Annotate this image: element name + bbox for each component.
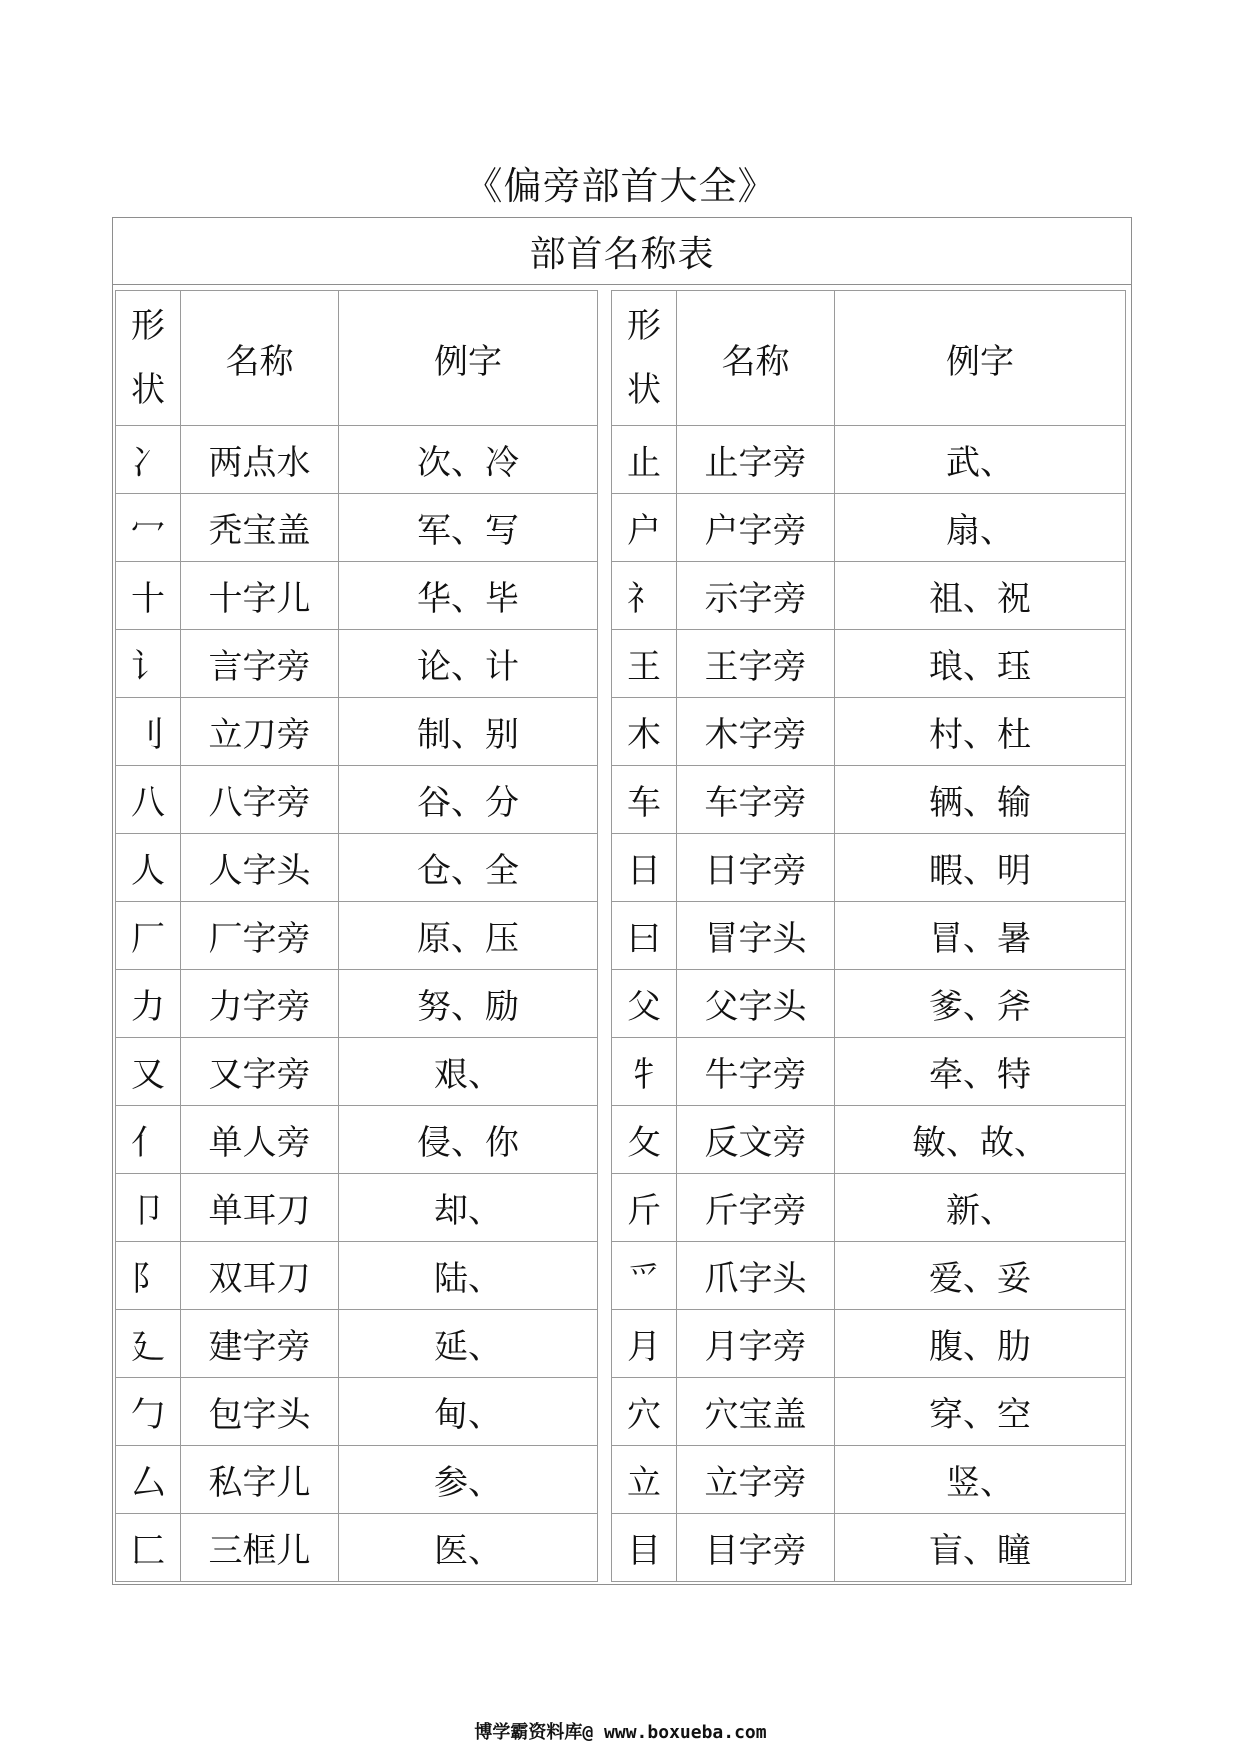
radical-name: 十字儿: [181, 562, 339, 630]
table-row: [612, 562, 1126, 630]
radical-name: 立字旁: [677, 1446, 835, 1514]
table-row: [116, 1106, 598, 1174]
radical-name: 冒字头: [677, 902, 835, 970]
table-row: [612, 1514, 1126, 1582]
radical-name: 立刀旁: [181, 698, 339, 766]
example-chars: 医、: [339, 1514, 598, 1582]
example-chars: 甸、: [339, 1378, 598, 1446]
column-header-shape-text: 形 状: [131, 306, 165, 410]
table-row: [116, 1038, 598, 1106]
table-row: [612, 902, 1126, 970]
example-chars: 延、: [339, 1310, 598, 1378]
table-row: [612, 426, 1126, 494]
example-chars: 暇、明: [835, 834, 1126, 902]
radical-shape: 止: [612, 426, 677, 494]
column-header-name: 名称: [181, 291, 339, 426]
radical-shape: 廴: [116, 1310, 181, 1378]
table-row: [612, 1038, 1126, 1106]
table-row: [116, 1174, 598, 1242]
table-row: [612, 698, 1126, 766]
table-row: [612, 766, 1126, 834]
radical-shape: 爫: [612, 1242, 677, 1310]
table-row: [116, 970, 598, 1038]
radical-shape: 八: [116, 766, 181, 834]
radical-name: 示字旁: [677, 562, 835, 630]
radical-name: 目字旁: [677, 1514, 835, 1582]
example-chars: 武、: [835, 426, 1126, 494]
radicals-table-left: [115, 290, 598, 1582]
radical-shape: 父: [612, 970, 677, 1038]
example-chars: 爹、斧: [835, 970, 1126, 1038]
radical-name: 私字儿: [181, 1446, 339, 1514]
radical-shape: 又: [116, 1038, 181, 1106]
table-row: [116, 494, 598, 562]
radical-shape: 勹: [116, 1378, 181, 1446]
radical-name: 斤字旁: [677, 1174, 835, 1242]
radical-name: 双耳刀: [181, 1242, 339, 1310]
radical-name: 王字旁: [677, 630, 835, 698]
table-row: [612, 1446, 1126, 1514]
example-chars: 穿、空: [835, 1378, 1126, 1446]
example-chars: 祖、祝: [835, 562, 1126, 630]
radical-shape: 木: [612, 698, 677, 766]
example-chars: 制、别: [339, 698, 598, 766]
radical-shape: 日: [612, 834, 677, 902]
example-chars: 牵、特: [835, 1038, 1126, 1106]
example-chars: 村、杜: [835, 698, 1126, 766]
radical-name: 力字旁: [181, 970, 339, 1038]
column-header-shape-text: 形 状: [627, 306, 661, 410]
radical-shape: 亻: [116, 1106, 181, 1174]
radical-name: 单耳刀: [181, 1174, 339, 1242]
radical-shape: 厶: [116, 1446, 181, 1514]
radical-shape: 讠: [116, 630, 181, 698]
document-title: 《偏旁部首大全》: [464, 164, 777, 208]
example-chars: 仓、全: [339, 834, 598, 902]
radical-shape: 立: [612, 1446, 677, 1514]
radical-shape: 攵: [612, 1106, 677, 1174]
example-chars: 扇、: [835, 494, 1126, 562]
example-chars: 敏、故、: [835, 1106, 1126, 1174]
example-chars: 盲、瞳: [835, 1514, 1126, 1582]
table-row: [116, 698, 598, 766]
example-chars: 军、写: [339, 494, 598, 562]
radical-name: 言字旁: [181, 630, 339, 698]
radical-name: 三框儿: [181, 1514, 339, 1582]
radicals-table-frame: [112, 217, 1132, 1585]
table-row: [116, 834, 598, 902]
radical-name: 日字旁: [677, 834, 835, 902]
example-chars: 原、压: [339, 902, 598, 970]
radical-shape: 人: [116, 834, 181, 902]
radical-shape: 王: [612, 630, 677, 698]
example-chars: 侵、你: [339, 1106, 598, 1174]
radical-name: 人字头: [181, 834, 339, 902]
table-row: [116, 1378, 598, 1446]
radical-shape: 厂: [116, 902, 181, 970]
example-chars: 艰、: [339, 1038, 598, 1106]
radical-name: 反文旁: [677, 1106, 835, 1174]
table-row: [612, 1106, 1126, 1174]
column-header-examples: 例字: [339, 291, 598, 426]
radical-shape: 月: [612, 1310, 677, 1378]
column-header-examples: 例字: [835, 291, 1126, 426]
radical-name: 父字头: [677, 970, 835, 1038]
example-chars: 谷、分: [339, 766, 598, 834]
header-row: [116, 291, 598, 426]
radical-name: 止字旁: [677, 426, 835, 494]
table-row: [116, 766, 598, 834]
table-row: [612, 1378, 1126, 1446]
column-header-shape: [612, 291, 677, 426]
radical-shape: 冖: [116, 494, 181, 562]
example-chars: 冒、暑: [835, 902, 1126, 970]
header-row: [612, 291, 1126, 426]
example-chars: 参、: [339, 1446, 598, 1514]
radical-name: 秃宝盖: [181, 494, 339, 562]
radicals-table-right: [611, 290, 1126, 1582]
radical-shape: 车: [612, 766, 677, 834]
table-row: [612, 1174, 1126, 1242]
radical-name: 车字旁: [677, 766, 835, 834]
radical-name: 户字旁: [677, 494, 835, 562]
radical-name: 建字旁: [181, 1310, 339, 1378]
radical-name: 包字头: [181, 1378, 339, 1446]
example-chars: 爱、妥: [835, 1242, 1126, 1310]
table-row: [612, 970, 1126, 1038]
radical-shape: 目: [612, 1514, 677, 1582]
radical-name: 穴宝盖: [677, 1378, 835, 1446]
example-chars: 华、毕: [339, 562, 598, 630]
column-header-shape: [116, 291, 181, 426]
table-row: [116, 562, 598, 630]
radical-shape: 卩: [116, 1174, 181, 1242]
radical-shape: 匚: [116, 1514, 181, 1582]
radical-shape: 牜: [612, 1038, 677, 1106]
radical-shape: 穴: [612, 1378, 677, 1446]
radical-name: 爪字头: [677, 1242, 835, 1310]
radical-name: 木字旁: [677, 698, 835, 766]
radical-name: 厂字旁: [181, 902, 339, 970]
radical-shape: 户: [612, 494, 677, 562]
example-chars: 论、计: [339, 630, 598, 698]
radical-shape: 十: [116, 562, 181, 630]
radical-shape: 曰: [612, 902, 677, 970]
table-caption: 部首名称表: [113, 218, 1131, 285]
example-chars: 努、励: [339, 970, 598, 1038]
example-chars: 琅、珏: [835, 630, 1126, 698]
radical-name: 八字旁: [181, 766, 339, 834]
example-chars: 次、冷: [339, 426, 598, 494]
table-row: [116, 902, 598, 970]
radical-name: 单人旁: [181, 1106, 339, 1174]
example-chars: 辆、输: [835, 766, 1126, 834]
table-row: [612, 834, 1126, 902]
table-row: [116, 1242, 598, 1310]
radical-shape: 力: [116, 970, 181, 1038]
table-row: [116, 1446, 598, 1514]
example-chars: 竖、: [835, 1446, 1126, 1514]
table-row: [116, 630, 598, 698]
radical-name: 两点水: [181, 426, 339, 494]
radical-shape: 斤: [612, 1174, 677, 1242]
radical-name: 牛字旁: [677, 1038, 835, 1106]
radical-shape: 冫: [116, 426, 181, 494]
table-row: [612, 1242, 1126, 1310]
table-row: [116, 426, 598, 494]
radical-shape: 刂: [116, 698, 181, 766]
radical-name: 月字旁: [677, 1310, 835, 1378]
example-chars: 陆、: [339, 1242, 598, 1310]
column-header-name: 名称: [677, 291, 835, 426]
radical-shape: 阝: [116, 1242, 181, 1310]
footer-watermark: 博学霸资料库@ www.boxueba.com: [474, 1722, 767, 1743]
table-row: [116, 1514, 598, 1582]
table-row: [612, 1310, 1126, 1378]
table-row: [612, 630, 1126, 698]
radical-shape: 礻: [612, 562, 677, 630]
example-chars: 新、: [835, 1174, 1126, 1242]
table-row: [612, 494, 1126, 562]
radical-name: 又字旁: [181, 1038, 339, 1106]
example-chars: 腹、肋: [835, 1310, 1126, 1378]
table-row: [116, 1310, 598, 1378]
example-chars: 却、: [339, 1174, 598, 1242]
